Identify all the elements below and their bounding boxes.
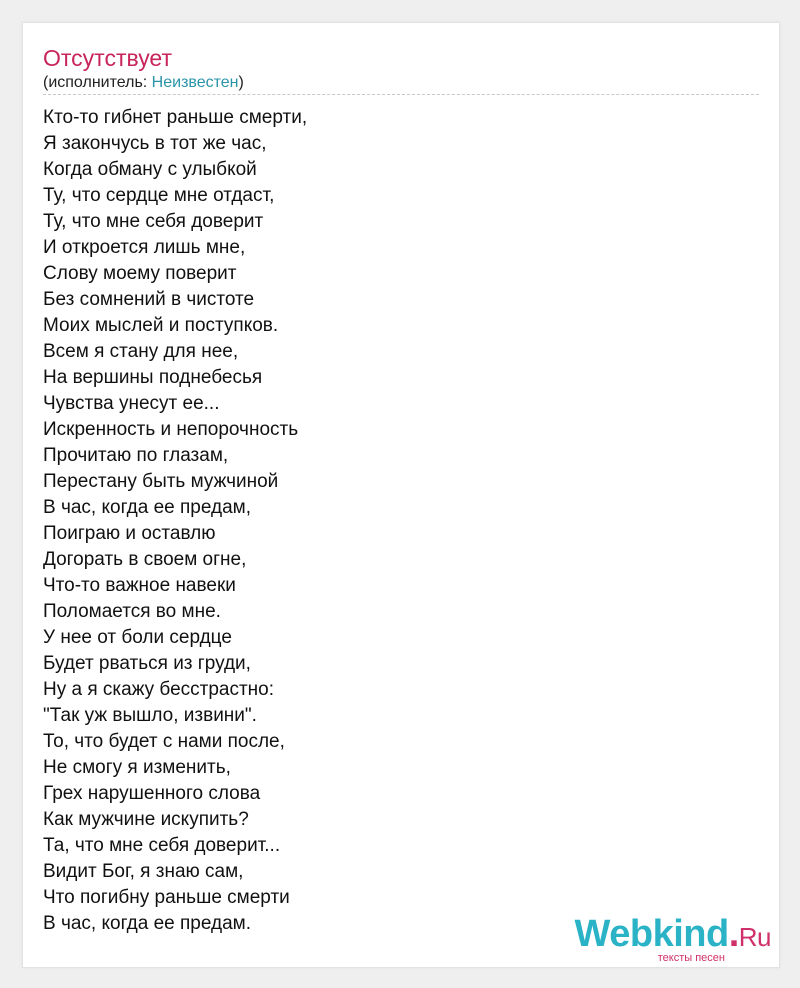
lyric-line: Поломается во мне. bbox=[43, 601, 221, 622]
lyric-line: Ту, что мне себя доверит bbox=[43, 211, 264, 232]
logo-dot: . bbox=[728, 913, 739, 955]
dashed-divider bbox=[43, 94, 759, 95]
lyric-line: Перестану быть мужчиной bbox=[43, 471, 279, 492]
lyrics-card bbox=[22, 22, 780, 968]
lyric-line: Чувства унесут ее... bbox=[43, 393, 220, 414]
song-title: Отсутствует bbox=[43, 45, 172, 71]
logo-name: Webkind bbox=[574, 913, 729, 955]
lyric-line: Прочитаю по глазам, bbox=[43, 445, 229, 466]
lyric-line: Искренность и непорочность bbox=[43, 419, 299, 440]
artist-link[interactable]: Неизвестен bbox=[151, 74, 239, 91]
lyric-line: В час, когда ее предам, bbox=[43, 497, 251, 518]
lyrics-text bbox=[43, 105, 307, 937]
lyric-line: Не смогу я изменить, bbox=[43, 757, 231, 778]
lyric-line: В час, когда ее предам. bbox=[43, 913, 251, 934]
lyric-line: Будет рваться из груди, bbox=[43, 653, 251, 674]
lyric-line: То, что будет с нами после, bbox=[43, 731, 285, 752]
lyric-line: Видит Бог, я знаю сам, bbox=[43, 861, 244, 882]
lyric-line: Кто-то гибнет раньше смерти, bbox=[43, 107, 308, 128]
lyric-line: Что-то важное навеки bbox=[43, 575, 236, 596]
lyric-line: Я закончусь в тот же час, bbox=[43, 133, 267, 154]
lyric-line: Догорать в своем огне, bbox=[43, 549, 247, 570]
artist-line bbox=[43, 73, 244, 93]
lyric-line: Когда обману с улыбкой bbox=[43, 159, 257, 180]
lyric-line: Ну а я скажу бесстрастно: bbox=[43, 679, 275, 700]
lyric-line: Ту, что сердце мне отдаст, bbox=[43, 185, 275, 206]
logo-wordmark bbox=[575, 914, 771, 957]
logo-tld: Ru bbox=[738, 922, 771, 952]
lyric-line: На вершины поднебесья bbox=[43, 367, 263, 388]
lyric-line: Как мужчине искупить? bbox=[43, 809, 249, 830]
lyric-line: Та, что мне себя доверит... bbox=[43, 835, 281, 856]
lyric-line: Без сомнений в чистоте bbox=[43, 289, 255, 310]
artist-prefix: (исполнитель: bbox=[43, 74, 152, 91]
artist-suffix: ) bbox=[238, 74, 244, 91]
lyric-line: Моих мыслей и поступков. bbox=[43, 315, 279, 336]
lyric-line: Всем я стану для нее, bbox=[43, 341, 239, 362]
lyric-line: "Так уж вышло, извини". bbox=[43, 705, 257, 726]
lyric-line: Что погибну раньше смерти bbox=[43, 887, 290, 908]
lyric-line: И откроется лишь мне, bbox=[43, 237, 246, 258]
lyric-line: Слову моему поверит bbox=[43, 263, 237, 284]
lyric-line: Поиграю и оставлю bbox=[43, 523, 216, 544]
logo-tagline: тексты песен bbox=[657, 952, 725, 964]
lyric-line: Грех нарушенного слова bbox=[43, 783, 261, 804]
lyric-line: У нее от боли сердце bbox=[43, 627, 232, 648]
webkind-logo[interactable] bbox=[575, 914, 771, 963]
